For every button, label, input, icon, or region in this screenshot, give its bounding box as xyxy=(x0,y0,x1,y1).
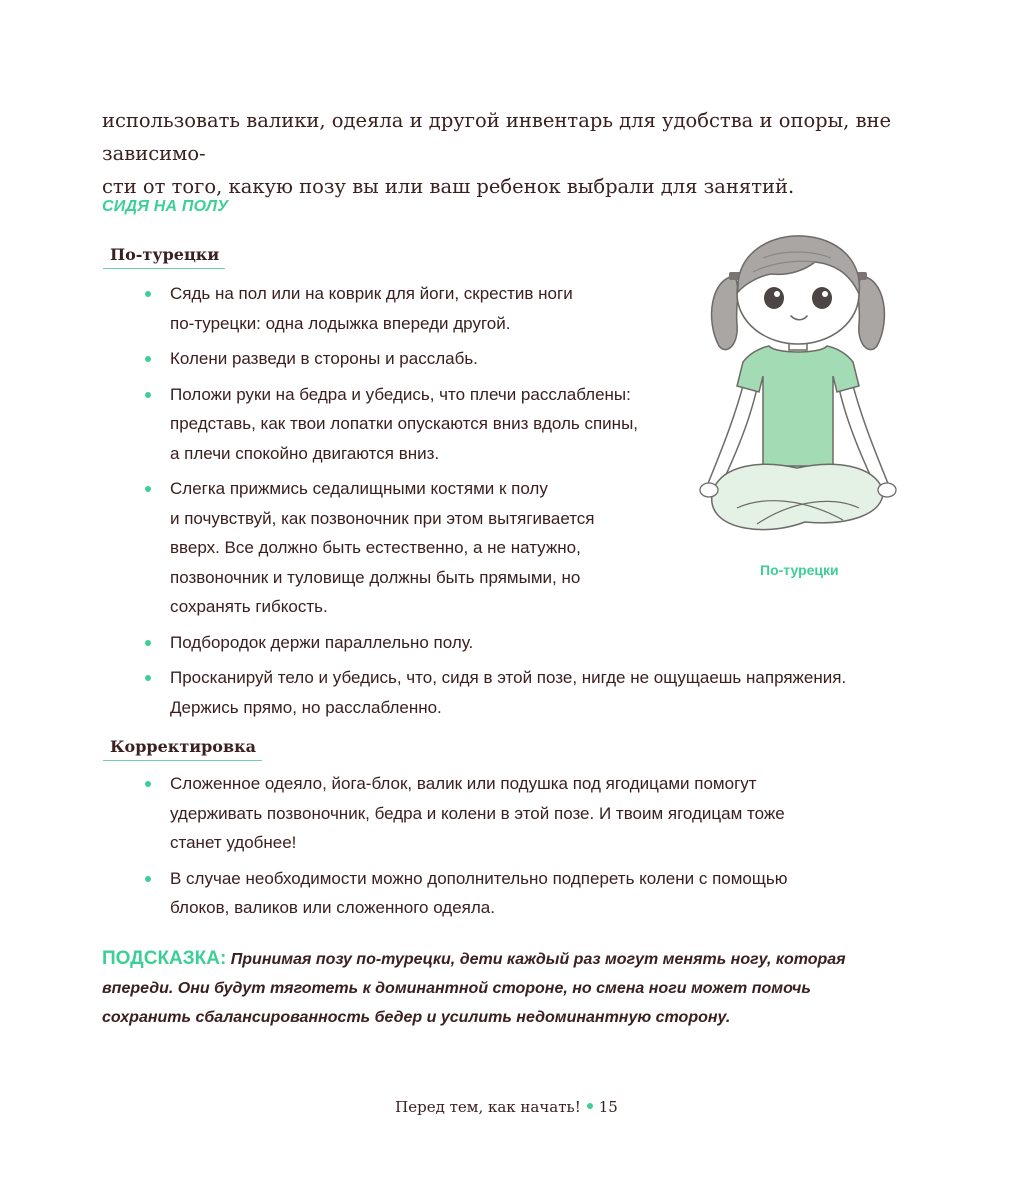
list-item-line: Колени разведи в стороны и расслабь. xyxy=(170,349,478,368)
list-item-line: вверх. Все должно быть естественно, а не натужно, xyxy=(170,538,581,557)
list-item-line: сохранять гибкость. xyxy=(170,597,328,616)
illustration-caption: По-турецки xyxy=(760,562,839,578)
list-item xyxy=(138,864,787,923)
list-item-line: удерживать позвоночник, бедра и колени в этой позе. И твоим ягодицам тоже xyxy=(170,803,785,823)
girl-sitting-icon xyxy=(693,228,903,538)
section-heading: СИДЯ НА ПОЛУ xyxy=(102,198,229,215)
correction-list xyxy=(138,769,787,929)
intro-line-1: использовать валики, одеяла и другой инвентарь для удобства и опоры, вне зависимо- xyxy=(102,109,892,165)
list-item-line: В случае необходимости можно дополнительно подпереть колени с помощью xyxy=(170,868,788,888)
tip-text: Принимая позу по-турецки, дети каждый раз могут менять ногу, которая впереди. Они будут тяготеть к доминантной стороне, но смена ноги может помочь сохранить сбалансированность бедер и усилить недоминантную сторону. xyxy=(102,951,846,1026)
footer-dot-icon xyxy=(587,1103,593,1109)
list-item-line: Положи руки на бедра и убедись, что плечи расслаблены: xyxy=(170,384,631,404)
list-item-line: а плечи спокойно двигаются вниз. xyxy=(170,443,440,463)
list-item-line: станет удобнее! xyxy=(170,833,297,852)
list-item-line: по-турецки: одна лодыжка впереди другой. xyxy=(170,313,511,333)
list-item-line: Сложенное одеяло, йога-блок, валик или подушка под ягодицами помогут xyxy=(170,774,757,793)
list-item-line: позвоночник и туловище должны быть прямыми, но xyxy=(170,567,581,587)
list-item-line: Подбородок держи параллельно полу. xyxy=(170,632,474,652)
list-item-line: Сядь на пол или на коврик для йоги, скрестив ноги xyxy=(170,284,573,303)
list-item-line: Держись прямо, но расслабленно. xyxy=(170,697,442,717)
list-item-line: представь, как твои лопатки опускаются вниз вдоль спины, xyxy=(170,414,639,433)
pose-heading: По-турецки xyxy=(103,245,225,269)
illustration-cross-legged-girl xyxy=(693,228,903,538)
tip-label: ПОДСКАЗКА: xyxy=(102,948,227,969)
list-item xyxy=(138,769,787,858)
list-item-line: Слегка прижмись седалищными костями к полу xyxy=(170,479,548,498)
tip-box xyxy=(102,944,902,1032)
page-footer xyxy=(0,1098,1013,1116)
list-item-line: и почувствуй, как позвоночник при этом вытягивается xyxy=(170,508,595,528)
intro-paragraph xyxy=(102,104,912,203)
list-item-line: блоков, валиков или сложенного одеяла. xyxy=(170,898,495,917)
list-item-line: Просканируй тело и убедись, что, сидя в этой позе, нигде не ощущаешь напряжения. xyxy=(170,668,847,687)
footer-chapter-title: Перед тем, как начать! xyxy=(395,1098,581,1116)
list-item xyxy=(138,663,846,722)
list-item xyxy=(138,628,846,658)
correction-heading: Корректировка xyxy=(103,737,262,761)
page-number: 15 xyxy=(598,1098,618,1116)
intro-line-2: сти от того, какую позу вы или ваш ребенок выбрали для занятий. xyxy=(102,175,795,198)
